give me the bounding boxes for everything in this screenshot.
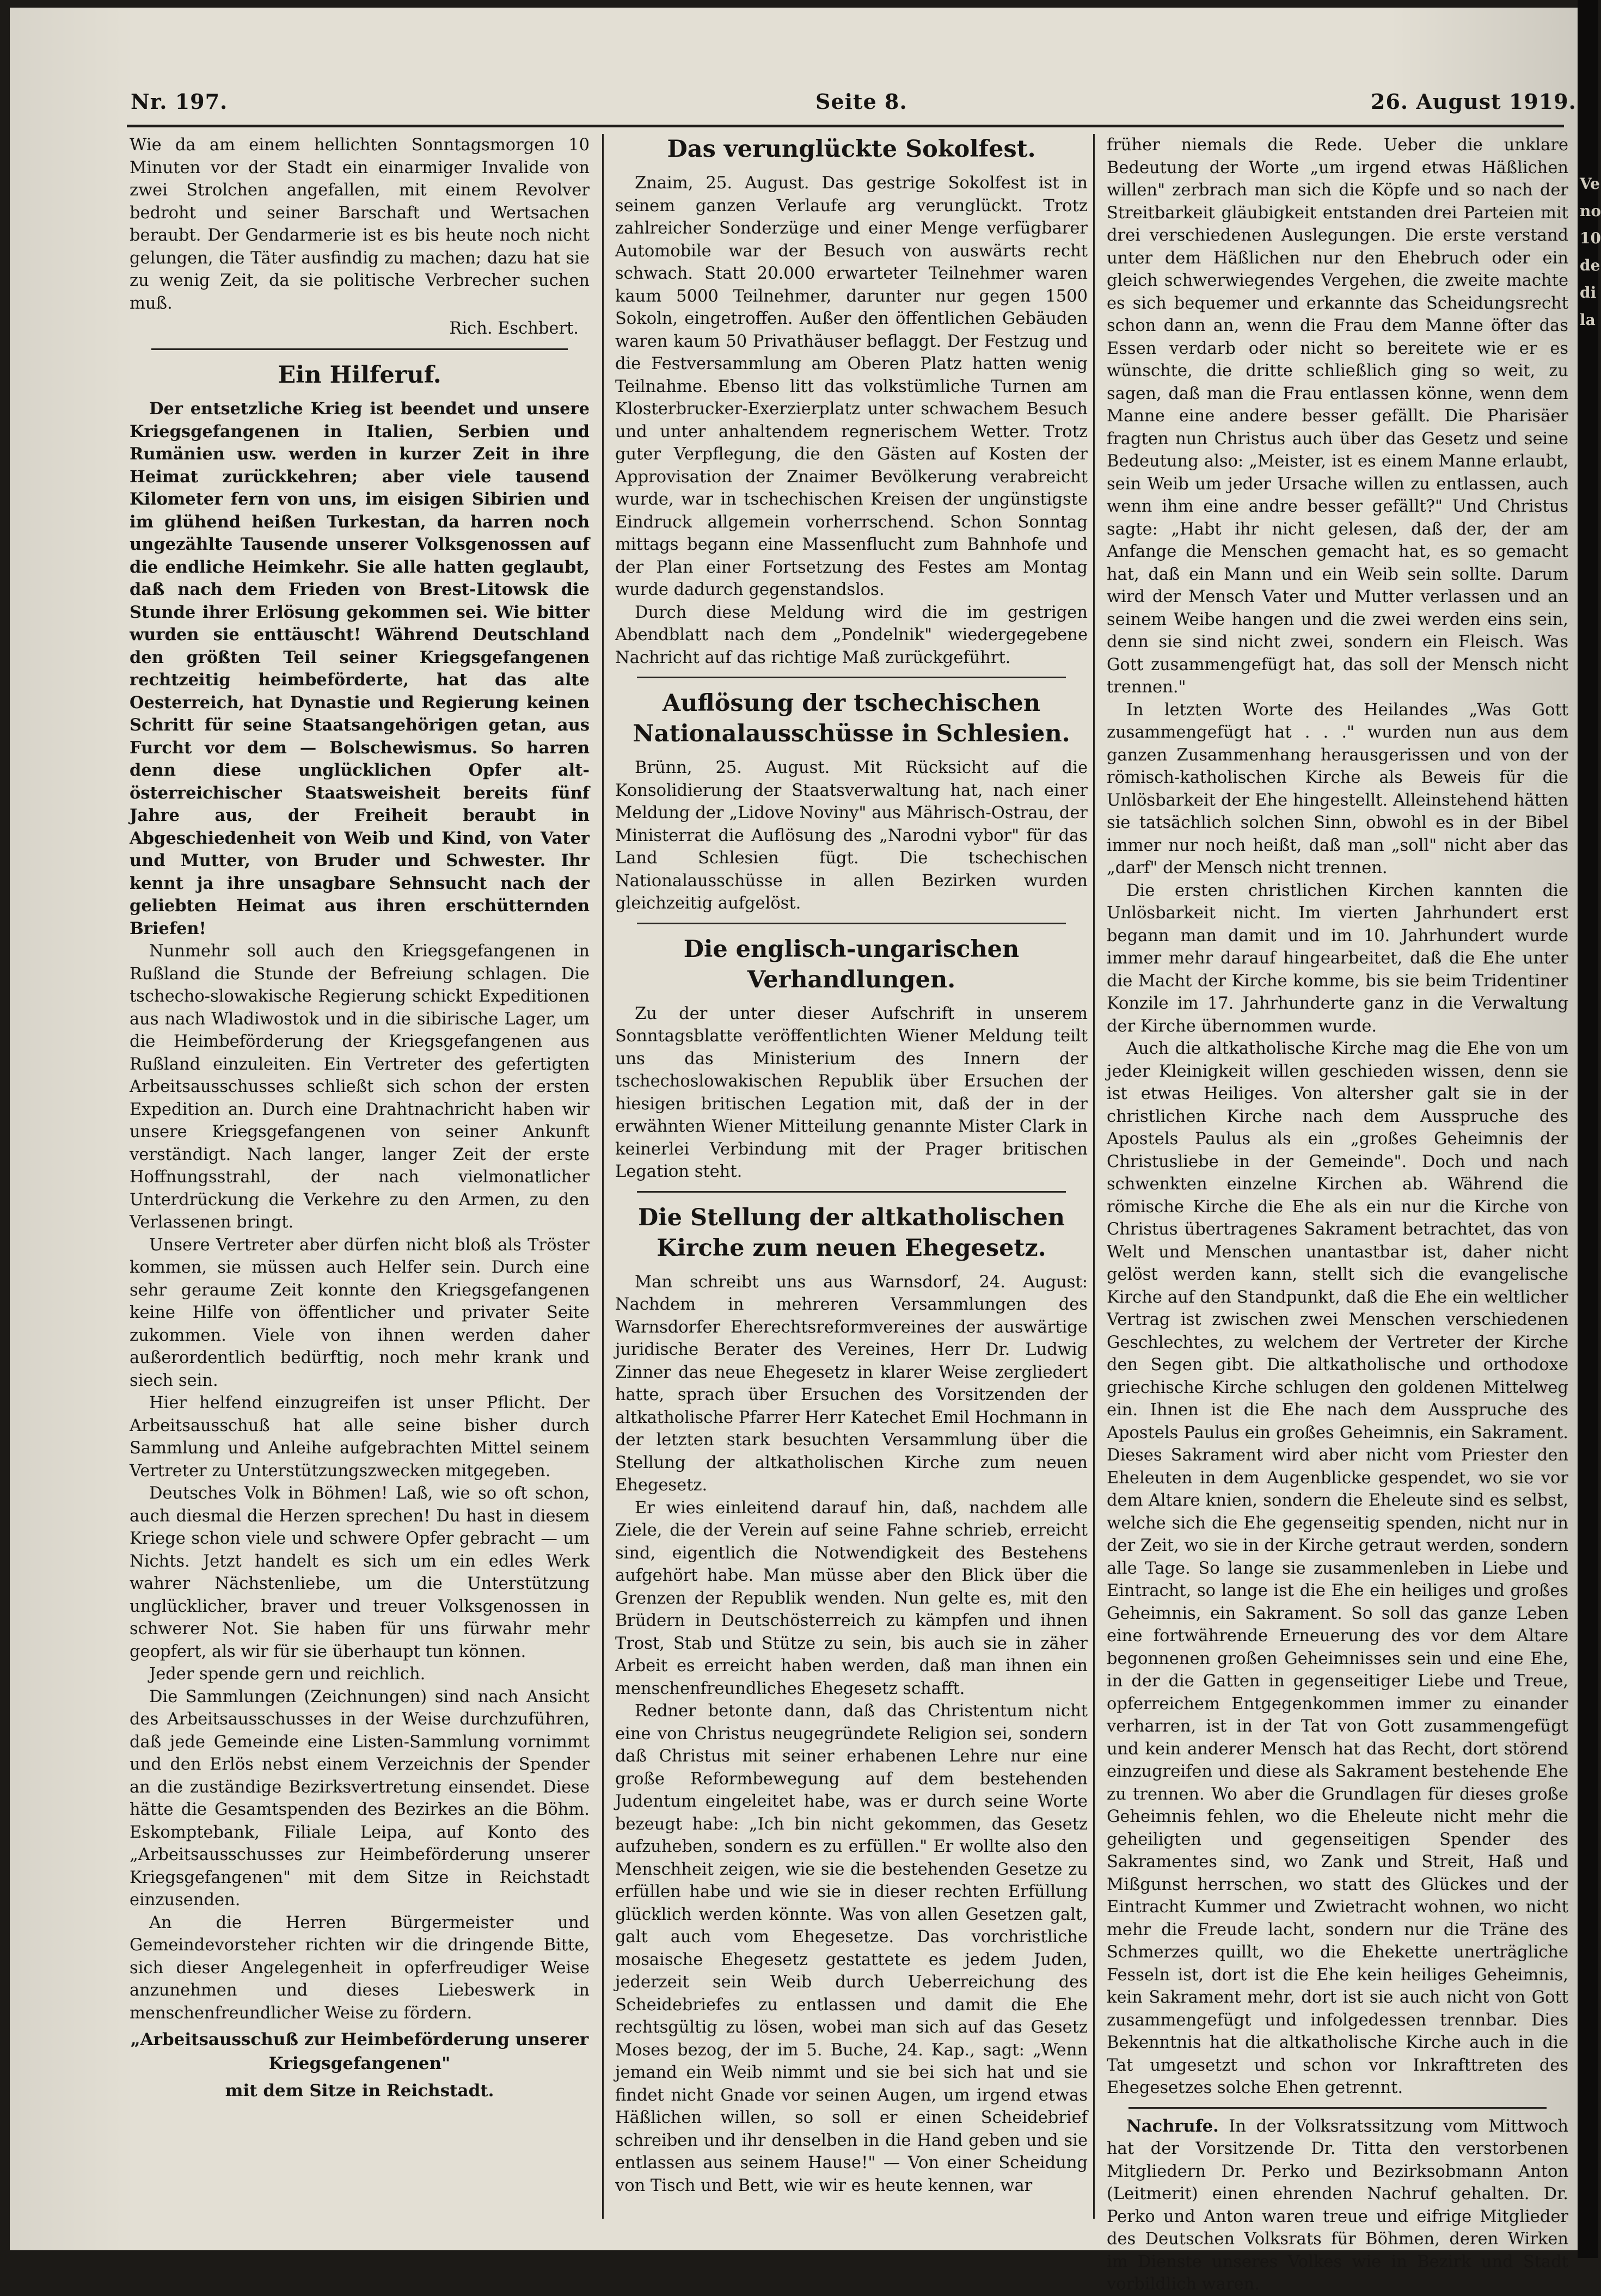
headline-hilferuf: Ein Hilferuf.: [278, 361, 441, 389]
article-paragraph: Durch diese Meldung wird die im gestrigen Abendblatt nach dem „Pondelnik" wiedergegebene Nachricht auf das richtige Maß zurückgeführt.: [615, 603, 1088, 667]
article-paragraph: Die Sammlungen (Zeichnungen) sind nach Ansicht des Arbeitsausschusses in der Weise durchzuführen, daß jede Gemeinde eine Listen-Sammlung vornimmt und den Erlös nebst einem Verzeichnis der Spender an die zuständige Bezirksvertretung einsendet. Diese hätte die Gesamtspenden des Bezirkes an die Böhm. Eskomptebank, Filiale Leipa, auf Konto des „Arbeitsausschusses zur Heimbeförderung unserer Kriegsgefangenen" mit dem Sitze in Reichstadt einzusenden.: [130, 1687, 590, 1910]
section-divider: [637, 677, 1066, 678]
article-paragraph: Die ersten christlichen Kirchen kannten die Unlösbarkeit nicht. Im vierten Jahrhundert erst begann man damit und im 10. Jahrhundert wurde immer mehr darauf hingearbeitet, daß die Ehe unter die Macht der Kirche komme, bis sie beim Tridentiner Konzile im 17. Jahrhunderte ganz in die Verwaltung der Kirche übernommen wurde.: [1107, 881, 1568, 1036]
article-paragraph: Redner betonte dann, daß das Christentum nicht eine von Christus neugegründete Religion sei, sondern daß Christus mit seiner erhabenen Lehre nur eine große Reformbewegung auf dem bestehenden Judentum eingeleitet habe, was er durch seine Worte bezeugt habe: „Ich bin nicht gekommen, das Gesetz aufzuheben, sondern es zu erfüllen." Er wollte also den Menschheit zeigen, wie sie die bestehenden Gesetze zu erfüllen habe und wie sie in dieser rechten Erfüllung glücklich werden könnte. Was von allen Gesetzen galt, galt auch vom Ehegesetze. Das vorchristliche mosaische Ehegesetz gestattete es jedem Juden, jederzeit sein Weib durch Ueberreichung des Scheidebriefes zu entlassen und damit die Ehe rechtsgültig zu lösen, wobei man sich auf das Gesetz Moses bezog, der im 5. Buche, 24. Kap., sagt: „Wenn jemand ein Weib nimmt und sie bei sich hat und sie findet nicht Gnade vor seinen Augen, um irgend etwas Häßlichen willen, so soll er einen Scheidebrief schreiben und ihr denselben in die Hand geben und sie entlassen aus seinem Hause!" — Von einer Scheidung von Tisch und Bett, wie wir es heute kennen, war: [615, 1702, 1088, 2195]
column-rule: [602, 134, 604, 2219]
article-paragraph: Unsere Vertreter aber dürfen nicht bloß als Tröster kommen, sie müssen auch Helfer sein. Durch eine sehr geraume Zeit konnte den Kriegsgefangenen keine Hilfe von öffentlicher und privater Seite zukommen. Viele von ihnen werden daher außerordentlich bedürftig, noch mehr krank und siech sein.: [130, 1235, 590, 1390]
article-paragraph: Man schreibt uns aus Warnsdorf, 24. August: Nachdem in mehreren Versammlungen des Warnsdorfer Eherechtsreformvereines der auswärtige juridische Berater des Vereines, Herr Dr. Ludwig Zinner das neue Ehegesetz in klarer Weise zergliedert hatte, sprach über Ersuchen des Vorsitzenden der altkatholische Pfarrer Herr Katechet Emil Hochmann in der letzten stark besuchten Versammlung über die Stellung der altkatholischen Kirche zum neuen Ehegesetz.: [615, 1272, 1088, 1495]
intro-signature: Rich. Eschbert.: [449, 319, 579, 338]
issue-number: Nr. 197.: [131, 89, 228, 114]
section-divider: [1128, 2107, 1547, 2109]
article-paragraph: Deutsches Volk in Böhmen! Laß, wie so oft schon, auch diesmal die Herzen sprechen! Du hast in diesem Kriege schon viele und schwere Opfer gebracht — um Nichts. Jetzt handelt es sich um ein edles Werk wahrer Nächstenliebe, um die Unterstützung unglücklicher, braver und treuer Volksgenossen in schwerer Not. Sie haben für uns fürwahr mehr geopfert, als wir für sie überhaupt tun können.: [130, 1484, 590, 1661]
header-rule: [127, 125, 1564, 127]
headline-nationalausschuesse: Auflösung der tschechischen Nationalausschüsse in Schlesien.: [633, 690, 1070, 747]
edge-fragment: di: [1580, 284, 1597, 302]
article-paragraph: Znaim, 25. August. Das gestrige Sokolfest ist in seinem ganzen Verlaufe arg verunglückt. Trotz zahlreicher Sonderzüge und einer Menge verfügbarer Automobile war der Besuch von auswärts recht schwach. Statt 20.000 erwarteter Teilnehmer waren kaum 5000 Teilnehmer, darunter nur gegen 1500 Sokoln, eingetroffen. Außer den öffentlichen Gebäuden waren kaum 50 Privathäuser beflaggt. Der Festzug und die Festversammlung am Oberen Platz hatten wenig Teilnahme. Ebenso litt das volkstümliche Turnen am Klosterbrucker-Exerzierplatz unter schwachem Besuch und unter anhaltendem regnerischem Wetter. Trotz guter Verpflegung, die den Gästen auf Kosten der Approvisation der Znaimer Bevölkerung verabreicht wurde, war in tschechischen Kreisen der ungünstigste Eindruck allgemein vorherrschend. Schon Sonntag mittags begann eine Massenflucht zum Bahnhofe und der Plan einer Fortsetzung des Festes am Montag wurde dadurch gegenstandslos.: [615, 174, 1088, 599]
article-paragraph: Der entsetzliche Krieg ist beendet und unsere Kriegsgefangenen in Italien, Serbien und Rumänien usw. werden in kurzer Zeit in ihre Heimat zurückkehren; aber viele tausend Kilometer fern von uns, im eisigen Sibirien und im glühend heißen Turkestan, da harren noch ungezählte Tausende unserer Volksgenossen auf die endliche Heimkehr. Sie alle hatten geglaubt, daß nach dem Frieden von Brest-Litowsk die Stunde ihrer Erlösung gekommen sei. Wie bitter wurden sie enttäuscht! Während Deutschland den größten Teil seiner Kriegsgefangenen rechtzeitig heimbeförderte, hat das alte Oesterreich, hat Dynastie und Regierung keinen Schritt für seine Staatsangehörigen getan, aus Furcht vor dem — Bolschewismus. So harren denn diese unglücklichen Opfer alt-österreichischer Staatsweisheit bereits fünf Jahre aus, der Freiheit beraubt in Abgeschiedenheit von Weib und Kind, von Vater und Mutter, von Bruder und Schwester. Ihr kennt ja ihre unsagbare Sehnsucht nach der geliebten Heimat aus ihren erschütternden Briefen!: [130, 399, 590, 938]
article-paragraph: früher niemals die Rede. Ueber die unklare Bedeutung der Worte „um irgend etwas Häßlichen willen" zerbrach man sich die Köpfe und so nach der Streitbarkeit gläubigkeit entstanden drei Parteien mit drei verschiedenen Auslegungen. Die erste verstand unter dem Häßlichen nur den Ehebruch oder ein gleich schwerwiegendes Vergehen, die zweite machte es sich bequemer und erkannte das Scheidungsrecht schon dann an, wenn die Frau dem Manne öfter das Essen verdarb oder nicht so bereitete wie er es wünschte, die dritte schließlich ging so weit, zu sagen, daß man die Frau entlassen könne, wenn dem Manne eine andere besser gefällt. Die Pharisäer fragten nun Christus auch über das Gesetz und seine Bedeutung also: „Meister, ist es einem Manne erlaubt, sein Weib um jeder Ursache willen zu entlassen, auch wenn ihm eine andre besser gefällt?" Und Christus sagte: „Habt ihr nicht gelesen, daß der, der am Anfange die Menschen gemacht hat, es so gemacht hat, daß ein Mann und ein Weib sein sollte. Darum wird der Mensch Vater und Mutter verlassen und an seinem Weibe hangen und die zwei werden eins sein, denn sie sind nicht zwei, sondern ein Fleisch. Was Gott zusammengefügt hat, das soll der Mensch nicht trennen.": [1107, 136, 1568, 697]
column-left: [130, 134, 590, 2235]
column-middle: [615, 134, 1088, 2235]
nachruf-paragraph: [1107, 2115, 1568, 2296]
article-paragraph: Hier helfend einzugreifen ist unser Pflicht. Der Arbeitsausschuß hat alle seine bisher durch Sammlung und Anleihe aufgebrachten Mittel seinem Vertreter zu Unterstützungszwecken mitgegeben.: [130, 1393, 590, 1481]
newspaper-page: [10, 8, 1578, 2294]
page-number: Seite 8.: [815, 89, 907, 114]
closing-signature: „Arbeitsausschuß zur Heimbeförderung unserer Kriegsgefangenen": [130, 2030, 589, 2073]
article-paragraph: In letzten Worte des Heilandes „Was Gott zusammengefügt hat . . ." wurden nun aus dem ganzen Zusammenhang herausgerissen und von der römisch-katholischen Kirche als Beweis für die Unlösbarkeit der Ehe hingestellt. Alleinstehend hätten sie tatsächlich solchen Sinn, obwohl es in der Bibel immer nur noch heißt, daß man „soll" nicht aber das „darf" der Mensch nicht trennen.: [1107, 700, 1568, 877]
column-rule: [1093, 134, 1095, 2219]
article-paragraph: Zu der unter dieser Aufschrift in unserem Sonntagsblatte veröffentlichten Wiener Meldung teilt uns das Ministerium des Innern der tschechoslowakischen Republik über Ersuchen der hiesigen britischen Legation mit, daß der in der erwähnten Wiener Mitteilung genannte Mister Clark in keinerlei Verbindung mit der Prager britischen Legation steht.: [615, 1004, 1088, 1181]
headline-sokolfest: Das verunglückte Sokolfest.: [667, 136, 1036, 163]
article-paragraph: Auch die altkatholische Kirche mag die Ehe von um jeder Kleinigkeit willen geschieden wissen, denn sie ist etwas Heiliges. Von altersher galt sie in der christlichen Kirche nach dem Ausspruche des Apostels Paulus als ein „großes Geheimnis der Christusliebe in der Gemeinde". Doch und nach schwenkten einzelne Kirchen ab. Während die römische Kirche die Ehe als ein nur die Kirche von Christus übertragenes Sakrament betrachtet, das von Welt und Menschen unantastbar ist, daher nicht gelöst werden kann, stellt sich die evangelische Kirche auf den Standpunkt, daß die Ehe ein weltlicher Vertrag ist zwischen zwei Menschen verschiedenen Geschlechtes, zu welchem der Vertreter der Kirche den Segen gibt. Die altkatholische und orthodoxe griechische Kirche schlugen den goldenen Mittelweg ein. Ihnen ist die Ehe nach dem Ausspruche des Apostels Paulus ein großes Geheimnis, ein Sakrament. Dieses Sakrament wird aber nicht vom Priester den Eheleuten in dem Augenblicke gespendet, wo sie vor dem Altare knien, sondern die Eheleute sind es selbst, welche sich die Ehe gegenseitig spenden, nicht nur in der Zeit, wo sie in der Kirche getraut werden, sondern alle Tage. So lange sie zusammenleben in Liebe und Eintracht, so lange ist die Ehe ein heiliges und großes Geheimnis, ein Sakrament. So soll das ganze Leben eine fortwährende Erneuerung des vor dem Altare begonnenen großen Geheimnisses sein und eine Ehe, in der die Gatten in gegenseitiger Liebe und Treue, opferreichem Entgegenkommen immer zu einander verharren, ist in der Tat von Gott zusammengefügt und kein anderer Mensch hat das Recht, dort störend einzugreifen und diese als Sakrament bestehende Ehe zu trennen. Wo aber die Grundlagen für dieses große Geheimnis fehlen, wo die Eheleute nicht mehr die geheiligten und gegenseitigen Spender des Sakramentes sind, wo Zank und Streit, Haß und Mißgunst herrschen, wo statt des Glückes und der Eintracht Kummer und Zwietracht wohnen, wo nicht mehr die Freude lacht, sondern nur die Träne des Schmerzes quillt, wo die Ehekette unerträgliche Fesseln ist, dort ist die Ehe kein heiliges Geheimnis, kein Sakrament mehr, dort ist sie auch nicht von Gott zusammengefügt und infolgedessen trennbar. Dies Bekenntnis hat die altkatholische Kirche auch in die Tat umgesetzt und schon vor Inkrafttreten des Ehegesetzes solche Ehen getrennt.: [1107, 1039, 1568, 2097]
edge-fragment: de: [1580, 256, 1600, 274]
edge-fragment: la: [1580, 311, 1596, 329]
article-paragraph: Jeder spende gern und reichlich.: [149, 1665, 426, 1684]
section-divider: [151, 348, 568, 350]
edge-fragment: Ve: [1580, 175, 1600, 193]
headline-altkatholische-kirche: Die Stellung der altkatholischen Kirche zum neuen Ehegesetz.: [638, 1204, 1065, 1262]
adjacent-page-edge: [1578, 0, 1601, 2258]
article-paragraph: An die Herren Bürgermeister und Gemeindevorsteher richten wir die dringende Bitte, sich dieser Angelegenheit in opferfreudiger Weise anzunehmen und dieses Liebeswerk in menschenfreundlicher Weise zu fördern.: [130, 1913, 590, 2023]
edge-fragment: no: [1580, 202, 1601, 220]
headline-verhandlungen: Die englisch-ungarischen Verhandlungen.: [683, 935, 1020, 993]
closing-seat: mit dem Sitze in Reichstadt.: [225, 2081, 494, 2101]
article-paragraph: Er wies einleitend darauf hin, daß, nachdem alle Ziele, die der Verein auf seine Fahne schrieb, erreicht sind, eigentlich die Notwendigkeit des Bestehens aufgehört habe. Man müsse aber den Blick über die Grenzen der Republik wenden. Nun gelte es, mit den Brüdern in Deutschösterreich zu kämpfen und ihnen Trost, Stab und Stütze zu sein, bis auch sie in zäher Arbeit es erreicht haben werden, daß man ihnen ein menschenfreundliches Ehegesetz schafft.: [615, 1498, 1088, 1698]
article-paragraph: Brünn, 25. August. Mit Rücksicht auf die Konsolidierung der Staatsverwaltung hat, nach einer Meldung der „Lidove Noviny" aus Mährisch-Ostrau, der Ministerrat die Auflösung des „Narodni vybor" für das Land Schlesien fügt. Die tschechischen Nationalausschüsse in allen Bezirken wurden gleichzeitig aufgelöst.: [615, 758, 1088, 913]
article-paragraph: Nunmehr soll auch den Kriegsgefangenen in Rußland die Stunde der Befreiung schlagen. Die tschecho-slowakische Regierung schickt Expeditionen aus nach Wladiwostok und in die sibirische Lager, um die Heimbeförderung der Kriegsgefangenen aus Rußland einzuleiten. Ein Vertreter des gefertigten Arbeitsausschusses schließt sich schon der ersten Expedition an. Durch eine Drahtnachricht haben wir unsere Kriegsgefangenen von seiner Ankunft verständigt. Nach langer, langer Zeit der erste Hoffnungsstrahl, der nach vielmonatlicher Unterdrückung die Verkehre zu den Armen, zu den Verlassenen bringt.: [130, 942, 590, 1232]
edge-fragment: 10: [1580, 229, 1601, 247]
section-divider: [637, 923, 1066, 924]
column-right: [1107, 134, 1568, 2294]
intro-paragraph: Wie da am einem hellichten Sonntagsmorgen 10 Minuten vor der Stadt ein einarmiger Invalide von zwei Strolchen angefallen, mit einem Revolver bedroht und seiner Barschaft und Wertsachen beraubt. Der Gendarmerie ist es bis heute noch nicht gelungen, die Täter ausfindig zu machen; dazu hat sie zu wenig Zeit, da sie politische Verbrecher suchen muß.: [130, 136, 590, 313]
nachruf-label: Nachrufe.: [1126, 2116, 1219, 2136]
issue-date: 26. August 1919.: [1371, 89, 1577, 114]
section-divider: [637, 1191, 1066, 1193]
nachruf-text: In der Volksratssitzung vom Mittwoch hat der Vorsitzende Dr. Titta den verstorbenen Mitgliedern Dr. Perko und Bezirksobmann Anton (Leitmerit) einen ehrenden Nachruf gehalten. Dr. Perko und Anton waren treue und eifrige Mitglieder des Deutschen Volksrats für Böhmen, deren Wirken im Dienste unseres Volkes wie in Bezirk und Stadt vorbildlich waren.: [1107, 2116, 1568, 2294]
